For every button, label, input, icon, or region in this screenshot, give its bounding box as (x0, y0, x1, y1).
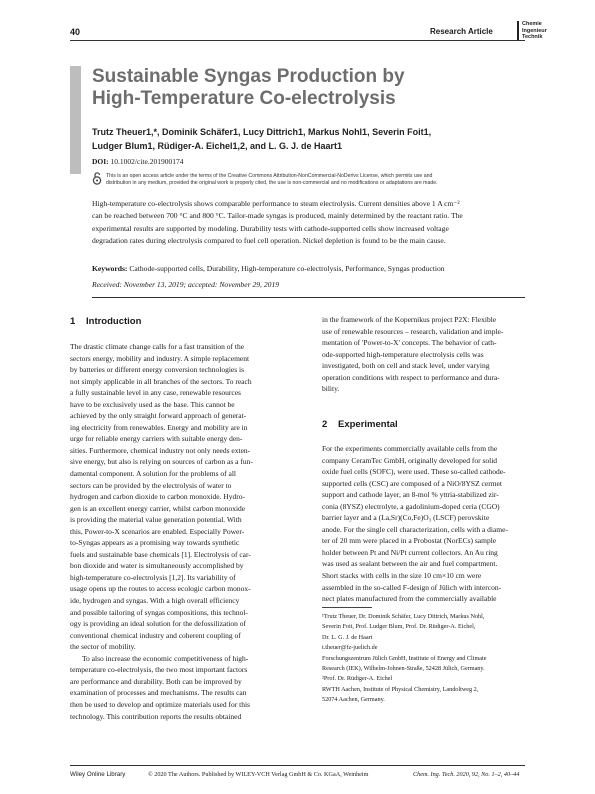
text-line: RWTH Aachen, Institute of Physical Chemistry, Landoltweg 2, (322, 685, 479, 693)
text-line: usage opens up the routes to access ecologic carbon monox- (70, 584, 251, 594)
section-title: Experimental (338, 419, 398, 430)
abstract-line: High-temperature co-electrolysis shows comparable performance to steam electrolysis. Current densities above 1 A cm⁻² (92, 199, 460, 208)
text-line: supported cells (CSC) are composed of a NiO/8YSZ cermet (322, 478, 502, 488)
text-line: ter of 20 mm were placed in a Probostat (NorECs) sample (322, 536, 497, 546)
text-line: then be used to develop and optimize materials used for this (70, 699, 250, 709)
right-column-experimental (322, 443, 525, 605)
text-line: company CeramTec GmbH, originally developed for solid (322, 455, 498, 465)
text-line: anode. For the single cell characterization, cells with a diame- (322, 524, 508, 534)
text-line: this, Power-to-X scenarios are enabled. Especially Power- (70, 526, 245, 536)
text-line: holder between Pt and Ni/Pt current collectors. An Au ring (322, 547, 498, 557)
doi-line (92, 157, 183, 166)
text-line: have to be exclusively used as the base. This cannot be (70, 399, 235, 409)
text-line: ¹Trutz Theuer, Dr. Dominik Schäfer, Lucy Dittrich, Markus Nohl, (322, 613, 485, 620)
header-rule (70, 40, 525, 41)
footnote-rule (322, 607, 372, 608)
abstract-line: experimental results are supported by modeling. Durability tests with cathode-supported cells show increased voltage (92, 223, 449, 233)
abstract-rule (92, 297, 525, 298)
text-line: nect plates manufactured from the commercially available (322, 594, 497, 604)
text-line: assembled in the so-called F-design of Jülich with intercon- (322, 582, 502, 592)
doi-label: DOI: (92, 157, 109, 166)
section-heading-introduction (70, 316, 141, 327)
text-line: The drastic climate change calls for a fast transition of the (70, 342, 245, 351)
journal-logo-line: Chemie (522, 21, 542, 27)
text-line: is providing the material value generation potential. With (70, 515, 242, 525)
text-line: hydrogen and carbon dioxide to carbon monoxide. Hydro- (70, 492, 245, 502)
footer-publisher-link[interactable]: Wiley Online Library (70, 771, 126, 778)
section-number: 2 (322, 419, 328, 430)
abstract (92, 198, 525, 247)
footer-rule (70, 765, 525, 766)
text-line: ide, hydrogen and syngas. With a high overall efficiency (70, 596, 240, 606)
abstract-line: degradation rates during electrolysis compared to fuel cell operation. Nickel depletion is found to be the main cause. (92, 235, 446, 245)
text-line: was used as sealant between the air and fuel compartment. (322, 559, 498, 569)
keywords-label: Keywords: (92, 264, 128, 273)
footer-citation: Chem. Ing. Tech. 2020, 92, No. 1–2, 40–44 (413, 771, 520, 778)
text-line: support and cathode layer, an 8-mol % yttria-stabilized zir- (322, 490, 499, 500)
text-line: conia (8YSZ) electrolyte, a gadolinium-doped ceria (CGO) (322, 501, 500, 511)
text-line: To also increase the economic competitiveness of high- (82, 653, 249, 663)
author-list[interactable] (92, 125, 431, 153)
text-line: Dr. L. G. J. de Haart (322, 633, 373, 641)
text-line: sities. Furthermore, chemical industry not only needs exten- (70, 445, 251, 455)
text-line: in the framework of the Kopernikus project P2X: Flexible (322, 315, 497, 324)
text-line: high-temperature co-electrolysis [1,2]. Its variability of (70, 572, 236, 582)
right-column-introduction (322, 314, 525, 395)
left-column (70, 341, 303, 722)
text-line: ogy is providing an ideal solution for the defossilization of (70, 619, 247, 629)
text-line: sive energy, but also is relying on sources of carbon as a fun- (70, 457, 253, 467)
section-title: Introduction (86, 316, 142, 327)
doi-link[interactable]: 10.1002/cite.201900174 (110, 157, 184, 166)
text-line: damental component. A solution for the problems of all (70, 469, 237, 479)
section-heading-experimental (322, 419, 398, 430)
text-line: barrier layer and a (La,Sr)(Co,Fe)O₃ (LSCF) perovskite (322, 513, 490, 523)
keywords (92, 264, 525, 273)
text-line: investigated, both on cell and stack level, under varying (322, 361, 490, 371)
text-line: ode-supported high-temperature electrolysis cells was (322, 349, 484, 359)
text-line: conventional chemical industry and coherent coupling of (70, 630, 241, 640)
text-line: are performance and durability. Both can be improved by (70, 676, 242, 686)
open-access-line: This is an open access article under the terms of the Creative Commons Attribution-NonCommercial-NoDerivs License, which permits use and (106, 173, 433, 179)
text-line: Severin Foit, Prof. Ludger Blum, Prof. Dr. Rüdiger-A. Eichel, (322, 623, 476, 631)
text-line: Forschungszentrum Jülich GmbH, Institute of Energy and Climate (322, 654, 487, 662)
footer-copyright: © 2020 The Authors. Published by WILEY-VCH Verlag GmbH & Co. KGaA, Weinheim (148, 771, 369, 778)
introduction-paragraph-2 (70, 653, 303, 722)
introduction-paragraph-1 (70, 341, 303, 653)
text-line: mentation of 'Power-to-X' concepts. The behavior of cath- (322, 338, 497, 348)
text-line: and possible tailoring of syngas compositions, this technol- (70, 607, 248, 617)
text-line: 52074 Aachen, Germany. (322, 696, 385, 704)
received-dates: Received: November 13, 2019; accepted: November 29, 2019 (92, 280, 280, 289)
text-line: a fully sustainable level in any case, renewable resources (70, 388, 241, 398)
text-line: by batteries or different energy conversion technologies is (70, 365, 245, 375)
text-line: achieved by the only straight forward approach of generat- (70, 411, 247, 421)
text-line: t.theuer@fz-juelich.de (322, 644, 378, 652)
text-line: oxide fuel cells (SOFC), were used. These so-called cathode- (322, 467, 506, 477)
text-line: sectors energy, mobility and industry. A simple replacement (70, 353, 250, 363)
text-line: use of renewable resources – research, validation and imple- (322, 326, 504, 336)
section-number: 1 (70, 316, 76, 327)
text-line: bility. (322, 384, 340, 394)
text-line: Research (IEK), Wilhelm-Johnen-Straße, 52428 Jülich, Germany. (322, 665, 485, 673)
title-line: High-Temperature Co-electrolysis (92, 88, 396, 109)
open-access-icon (92, 171, 102, 185)
text-line: ing electricity from renewables. Energy and mobility are in (70, 422, 248, 432)
journal-logo (517, 21, 547, 41)
text-line: urge for reliable energy carriers with suitable energy den- (70, 434, 243, 444)
article-title (92, 66, 405, 110)
author-line: Ludger Blum1, Rüdiger-A. Eichel1,2, and L. G. J. de Haart1 (92, 141, 343, 151)
text-line: temperature co-electrolysis, the two most important factors (70, 665, 248, 675)
abstract-line: can be reached between 700 °C and 800 °C. Tailor-made syngas is produced, mainly determined by the reactant ratio. The (92, 211, 463, 221)
footnotes (322, 612, 525, 706)
author-line: Trutz Theuer1,*, Dominik Schäfer1, Lucy Dittrich1, Markus Nohl1, Severin Foit1, (92, 127, 432, 137)
text-line: bon dioxide and water is simultaneously accomplished by (70, 561, 244, 571)
keywords-list: Cathode-supported cells, Durability, High-temperature co-electrolysis, Performance, Syngas production (129, 264, 445, 273)
text-line: Short stacks with cells in the size 10 cm×10 cm were (322, 571, 482, 581)
text-line: ²Prof. Dr. Rüdiger-A. Eichel (322, 675, 393, 683)
experimental-paragraph-1 (322, 443, 525, 605)
text-line: technology. This contribution reports the results obtained (70, 711, 242, 721)
text-line: examination of processes and mechanisms. The results can (70, 688, 247, 698)
running-head-section: Research Article (430, 27, 493, 36)
text-line: not simply applicable in all branches of the sectors. To reach (70, 376, 252, 386)
introduction-paragraph-3 (322, 314, 525, 395)
text-line: For the experiments commercially available cells from the (322, 444, 498, 453)
text-line: the sector of mobility. (70, 642, 136, 652)
page-number: 40 (70, 27, 81, 37)
text-line: sectors can be provided by the electrolysis of water to (70, 480, 232, 490)
text-line: fuels and sustainable base chemicals [1]. Electrolysis of car- (70, 549, 251, 559)
journal-logo-line: Technik (522, 34, 543, 41)
text-line: gen is an excellent energy carrier, whilst carbon monoxide (70, 503, 246, 513)
open-access-line: distribution in any medium, provided the original work is properly cited, the use is non-commercial and no modifications or adaptations are made. (106, 180, 438, 186)
open-access-notice (106, 173, 526, 187)
title-line: Sustainable Syngas Production by (92, 66, 405, 87)
title-accent-bar (70, 66, 81, 174)
text-line: operation conditions with respect to performance and dura- (322, 372, 500, 382)
text-line: to-Syngas appears as a promising way towards synthetic (70, 538, 240, 548)
journal-logo-line: Ingenieur (522, 27, 547, 34)
